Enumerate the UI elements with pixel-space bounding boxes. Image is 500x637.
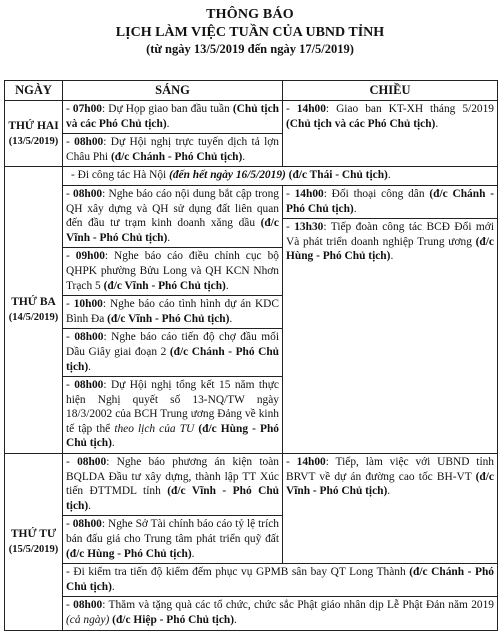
notice-header [0, 0, 500, 78]
list-item: - 14h00: Tiếp, làm việc với UBND tỉnh BRVT về dự án đường cao tốc BH-VT (đ/c Vĩnh - Phó Chủ tịch). [286, 456, 494, 498]
list-item: - 08h00: Dự Hội nghị trực tuyến dịch tả lợn Châu Phi (đ/c Chánh - Phó Chủ tịch). [66, 136, 279, 163]
header-row [5, 81, 498, 101]
full-day-cell [63, 597, 498, 630]
col-afternoon: CHIỀU [283, 81, 498, 101]
full-day-cell [63, 167, 498, 186]
day-cell [5, 101, 63, 167]
day-date: (14/5/2019) [8, 312, 59, 324]
list-item: - 08h00: Nghe báo phương án kiện toàn BQLDA Đầu tư xây dựng, thành lập TT Xúc tiến ĐTTMDL tỉnh (đ/c Vĩnh - Phó Chủ tịch). [63, 454, 282, 516]
list-item: - 08h00: Nghe báo cáo nội dung bắt cập trong QH xây dựng và QH sử dụng đất liên quan đến đầu tư trạm kinh doanh xăng dầu (đ/c Vĩnh - Phó Chủ tịch). [63, 186, 282, 248]
afternoon-cell [283, 454, 498, 564]
afternoon-cell [283, 101, 498, 167]
list-item: - 14h00: Đối thoại công dân (đ/c Chánh - Phó Chủ tịch). [283, 186, 497, 219]
list-item: - 14h00: Giao ban KT-XH tháng 5/2019 (Chủ tịch và các Phó Chủ tịch). [286, 103, 494, 130]
list-item: - 08h00: Thăm và tặng quà các tổ chức, chức sắc Phật giáo nhân dịp Lễ Phật Đản năm 2019 (cả ngày) (đ/c Hiệp - Phó Chủ tịch). [66, 599, 494, 626]
table-row-monday [5, 101, 498, 167]
list-item: - Đi công tác Hà Nội (đến hết ngày 16/5/2019) (đ/c Thái - Chủ tịch). [71, 169, 391, 182]
morning-cell [63, 454, 283, 564]
col-morning: SÁNG [63, 81, 283, 101]
list-item: - 08h00: Nghe Sở Tài chính báo cáo tỷ lệ trích bán đấu giá cho Trung tâm phát triển quỹ đất (đ/c Hùng - Phó Chủ tịch). [66, 518, 279, 560]
day-cell [5, 454, 63, 631]
table-row-tuesday [5, 185, 498, 453]
day-label: THỨ HAI [8, 119, 59, 132]
day-date: (15/5/2019) [8, 543, 59, 555]
afternoon-cell [283, 185, 498, 453]
table-row-wednesday-full1 [5, 564, 498, 597]
list-item: - 09h00: Nghe báo cáo điều chỉnh cục bộ QHPK phường Bửu Long và QH KCN Nhơn Trạch 5 (đ/c Vĩnh - Phó Chủ tịch). [63, 248, 282, 296]
morning-cell [63, 101, 283, 167]
list-item: - 08h00: Nghe báo cáo tiến độ chợ đầu mối Dầu Giây giai đoạn 2 (đ/c Chánh - Phó Chủ tịch). [63, 329, 282, 377]
full-day-cell [63, 564, 498, 597]
notice-subtitle: LỊCH LÀM VIỆC TUẦN CỦA UBND TỈNH [115, 25, 385, 40]
notice-title: THÔNG BÁO [206, 7, 294, 22]
col-day: NGÀY [5, 81, 63, 101]
list-item: - 08h00: Dự Hội nghị tổng kết 15 năm thực hiện Nghị quyết số 13-NQ/TW ngày 18/3/2002 của BCH Trung ương Đảng về kinh tế tập thể theo lịch của TU (đ/c Hùng - Phó Chủ tịch). [66, 379, 279, 450]
list-item: - 07h00: Dự Họp giao ban đầu tuần (Chủ tịch và các Phó Chủ tịch). [63, 101, 282, 134]
list-item: - Đi kiểm tra tiến độ kiểm đếm phục vụ GPMB sân bay QT Long Thành (đ/c Chánh - Phó Chủ tịch). [66, 566, 494, 593]
schedule-table [4, 80, 498, 631]
list-item: - 10h00: Nghe báo cáo tình hình dự án KDC Bình Đa (đ/c Vĩnh - Phó Chủ tịch). [63, 296, 282, 329]
list-item: - 13h30: Tiếp đoàn công tác BCĐ Đổi mới Và phát triển doanh nghiệp Trung ương (đ/c Hùng - Phó Chủ tịch). [286, 221, 494, 263]
table-row-wednesday-full2 [5, 597, 498, 630]
table-row-wednesday [5, 454, 498, 564]
day-date: (13/5/2019) [8, 135, 59, 147]
day-cell [5, 167, 63, 454]
morning-cell [63, 185, 283, 453]
date-range: (từ ngày 13/5/2019 đến ngày 17/5/2019) [146, 42, 354, 56]
day-label: THỨ BA [11, 296, 56, 309]
table-row-tuesday-full [5, 167, 498, 186]
day-label: THỨ TƯ [10, 527, 57, 540]
